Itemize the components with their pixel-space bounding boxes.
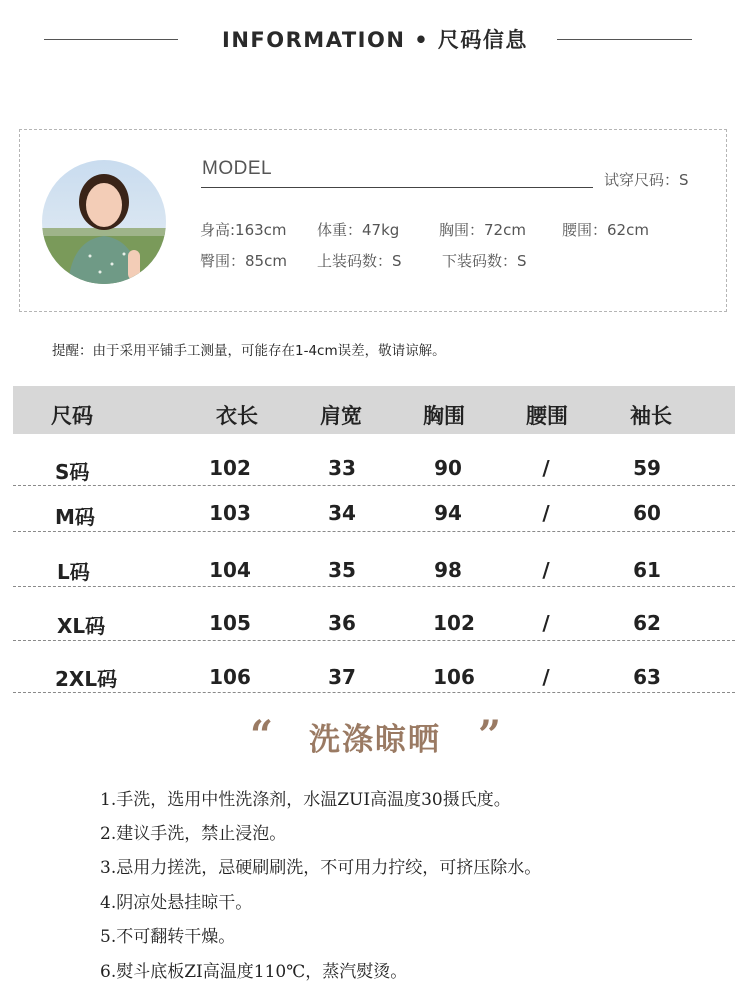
stat-bust: 胸围：72cm	[439, 221, 526, 239]
stat-weight: 体重：47kg	[317, 221, 400, 239]
cell-length: 102	[209, 456, 251, 480]
cell-size: XL码	[57, 614, 106, 638]
header-waist: 腰围	[526, 404, 568, 428]
cell-sleeve: 59	[633, 456, 661, 480]
cell-shoulder: 37	[328, 665, 356, 689]
open-quote: “	[250, 712, 274, 759]
list-item: 4.阴凉处悬挂晾干。	[100, 893, 253, 913]
cell-sleeve: 61	[633, 558, 661, 582]
list-item: 6.熨斗底板ZI高温度110℃，蒸汽熨烫。	[100, 962, 408, 982]
cell-shoulder: 34	[328, 501, 356, 525]
cell-waist: /	[542, 611, 550, 635]
list-item: 3.忌用力搓洗，忌硬刷刷洗，不可用力拧绞，可挤压除水。	[100, 858, 542, 878]
list-item: 2.建议手洗，禁止浸泡。	[100, 824, 287, 844]
model-label: MODEL	[202, 158, 273, 179]
row-divider	[13, 531, 735, 532]
cell-shoulder: 33	[328, 456, 356, 480]
cell-size: L码	[57, 560, 90, 584]
cell-bust: 94	[434, 501, 462, 525]
cell-bust: 90	[434, 456, 462, 480]
header-bust: 胸围	[423, 404, 465, 428]
page-title: INFORMATION • 尺码信息	[222, 28, 528, 52]
row-divider	[13, 586, 735, 587]
cell-length: 104	[209, 558, 251, 582]
header-length: 衣长	[216, 404, 258, 428]
header-shoulder: 肩宽	[320, 404, 362, 428]
cell-waist: /	[542, 501, 550, 525]
stat-bottom-size: 下装码数：S	[442, 252, 527, 270]
cell-waist: /	[542, 665, 550, 689]
cell-waist: /	[542, 456, 550, 480]
cell-size: S码	[55, 460, 90, 484]
cell-bust: 98	[434, 558, 462, 582]
model-avatar	[42, 160, 166, 284]
cell-bust: 102	[433, 611, 475, 635]
washing-title: 洗涤晾晒	[309, 722, 441, 758]
cell-shoulder: 35	[328, 558, 356, 582]
row-divider	[13, 692, 735, 693]
measurement-tip: 提醒：由于采用平铺手工测量，可能存在1-4cm误差，敬请谅解。	[52, 343, 446, 359]
header-sleeve: 袖长	[630, 404, 672, 428]
stat-hip: 臀围：85cm	[200, 252, 287, 270]
close-quote: ”	[478, 712, 502, 759]
cell-shoulder: 36	[328, 611, 356, 635]
cell-sleeve: 60	[633, 501, 661, 525]
cell-size: M码	[55, 505, 95, 529]
row-divider	[13, 485, 735, 486]
cell-bust: 106	[433, 665, 475, 689]
model-info-card	[19, 129, 727, 312]
cell-length: 103	[209, 501, 251, 525]
stat-waist: 腰围：62cm	[562, 221, 649, 239]
cell-waist: /	[542, 558, 550, 582]
model-photo	[42, 160, 166, 284]
cell-sleeve: 63	[633, 665, 661, 689]
header-size: 尺码	[51, 404, 93, 428]
stat-top-size: 上装码数：S	[317, 252, 402, 270]
cell-length: 105	[209, 611, 251, 635]
trial-size: 试穿尺码：S	[604, 171, 689, 189]
list-item: 1.手洗，选用中性洗涤剂，水温ZUI高温度30摄氏度。	[100, 790, 511, 810]
stat-height: 身高:163cm	[200, 221, 287, 239]
cell-sleeve: 62	[633, 611, 661, 635]
cell-length: 106	[209, 665, 251, 689]
model-underline	[201, 187, 593, 188]
list-item: 5.不可翻转干燥。	[100, 927, 236, 947]
row-divider	[13, 640, 735, 641]
cell-size: 2XL码	[55, 667, 118, 691]
